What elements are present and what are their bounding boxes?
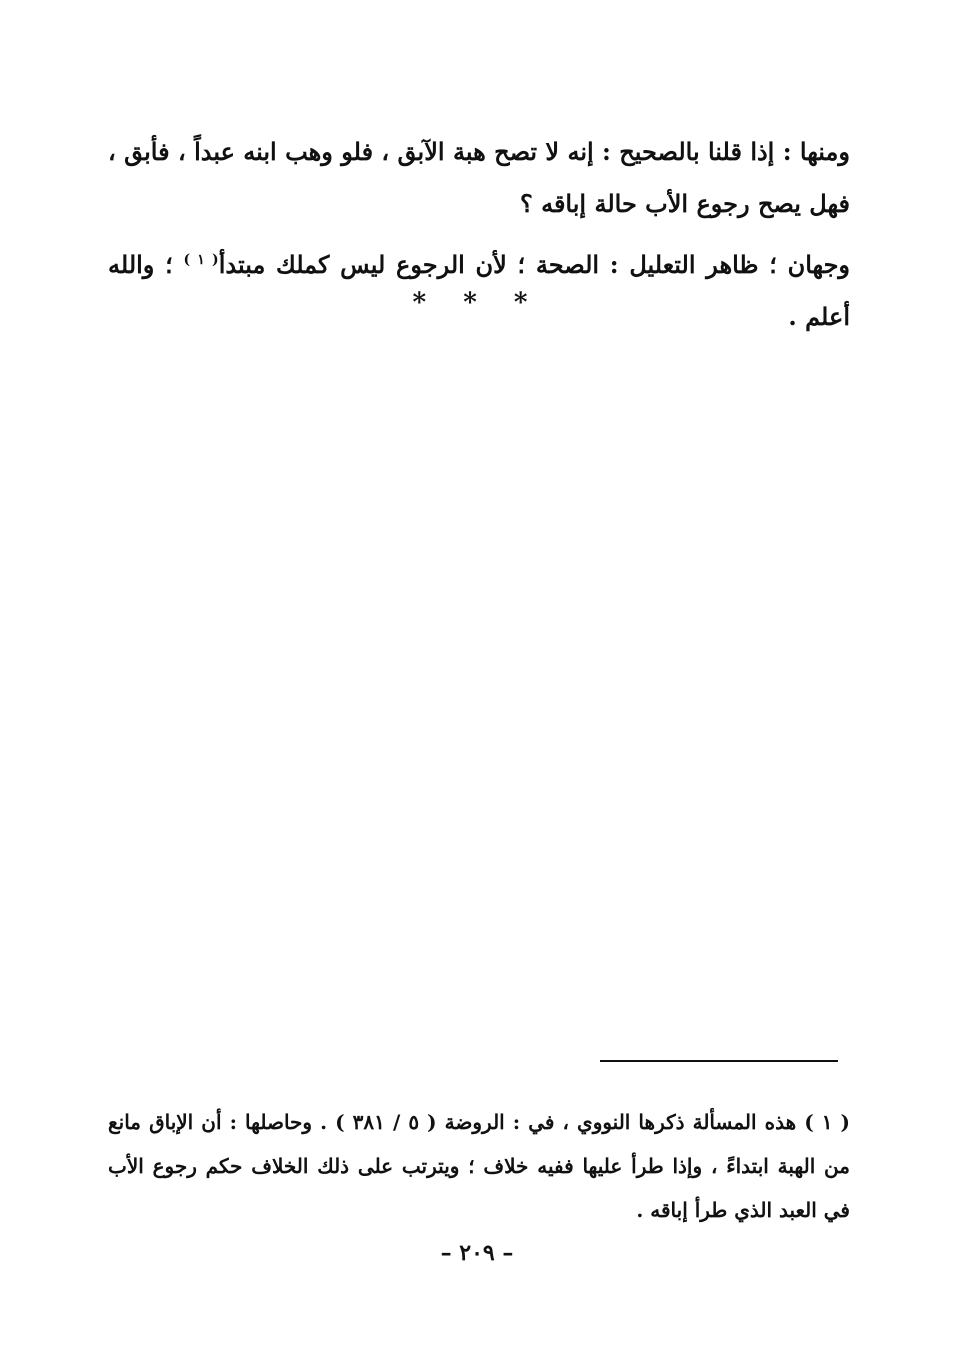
footnote-divider — [600, 1060, 838, 1062]
paragraph-1: ومنها : إذا قلنا بالصحيح : إنه لا تصح هبة الآبق ، فلو وهب ابنه عبداً ، فأبق ، فهل يصح رجوع الأب حالة إباقه ؟ — [108, 137, 850, 218]
footnote-text: ( ١ ) هذه المسألة ذكرها النووي ، في : الروضة ( ٥ / ٣٨١ ) . وحاصلها : أن الإباق مانع من الهبة ابتداءً ، وإذا طرأ عليها ففيه خلاف ؛ ويترتب على ذلك الخلاف حكم رجوع الأب في العبد الذي طرأ إباقه . — [108, 1110, 851, 1222]
page-number: – ٢٠٩ – — [440, 1240, 514, 1266]
footnote-reference: ( ١ ) — [183, 252, 219, 268]
section-separator: * * * — [412, 288, 542, 318]
paragraph-2-text: وجهان ؛ ظاهر التعليل : الصحة ؛ لأن الرجوع ليس كملك مبتدأ — [218, 250, 850, 279]
paragraph-2-ending: ؛ والله أعلم . — [108, 250, 850, 331]
